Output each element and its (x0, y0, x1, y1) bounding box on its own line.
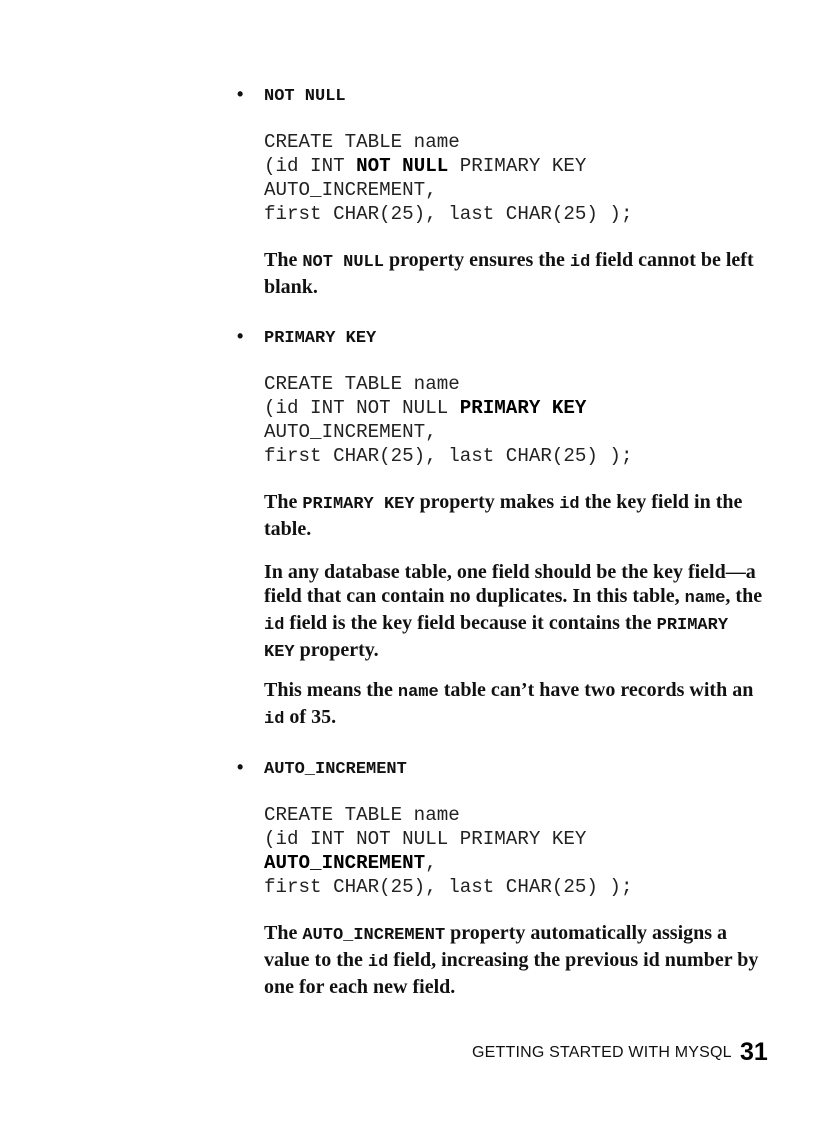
description-primary-key (264, 490, 764, 541)
bullet-heading-not-null (237, 84, 346, 107)
code-line: AUTO_INCREMENT, (264, 179, 437, 201)
text: In any database table, one field should be the key field—a field that can contain no duplicates. In this table, (264, 561, 756, 607)
code-fragment: (id INT (264, 155, 357, 177)
inline-code: name (684, 589, 726, 608)
heading-text: AUTO_INCREMENT (264, 760, 407, 779)
inline-code: PRIMARY KEY (264, 616, 729, 662)
text: , the (725, 585, 763, 607)
inline-code: id (367, 953, 389, 972)
text: The (264, 491, 303, 513)
inline-code: id (264, 710, 285, 729)
text: property makes (414, 491, 560, 513)
code-fragment: (id INT NOT NULL (264, 397, 460, 419)
heading-text: PRIMARY KEY (264, 329, 377, 348)
page-number: 31 (740, 1038, 768, 1066)
text: field cannot be left blank. (264, 249, 754, 298)
code-line: CREATE TABLE name (264, 131, 460, 153)
description-auto-increment (264, 921, 764, 999)
running-head: GETTING STARTED WITH MYSQL (472, 1044, 732, 1061)
inline-code: id (569, 253, 591, 272)
bullet-heading-auto-increment (237, 757, 407, 780)
code-fragment: , (425, 852, 437, 874)
text: property. (294, 639, 379, 661)
code-line (264, 851, 632, 875)
code-line (264, 154, 632, 178)
duplicate-id-note (264, 678, 764, 732)
inline-code: NOT NULL (302, 253, 384, 272)
bullet-dot-icon: • (237, 84, 244, 104)
inline-code: AUTO_INCREMENT (302, 926, 446, 945)
code-highlight: AUTO_INCREMENT (264, 852, 426, 874)
text: property ensures the (383, 249, 570, 271)
code-line: first CHAR(25), last CHAR(25) ); (264, 876, 633, 898)
bullet-dot-icon: • (237, 757, 244, 777)
code-line: first CHAR(25), last CHAR(25) ); (264, 203, 633, 225)
code-highlight: PRIMARY KEY (459, 397, 587, 419)
code-line (264, 396, 632, 420)
text: table can’t have two records with an (438, 679, 754, 701)
code-line: first CHAR(25), last CHAR(25) ); (264, 445, 633, 467)
text: field is the key field because it contains the (284, 612, 657, 634)
text: This means the (264, 679, 398, 701)
code-line: CREATE TABLE name (264, 373, 460, 395)
code-line: (id INT NOT NULL PRIMARY KEY (264, 828, 587, 850)
code-block-not-null (264, 130, 632, 226)
code-line: CREATE TABLE name (264, 804, 460, 826)
heading-text: NOT NULL (264, 87, 346, 106)
inline-code: id (559, 495, 580, 514)
code-fragment: PRIMARY KEY (448, 155, 587, 177)
code-block-primary-key (264, 372, 632, 468)
text: the key field in the table. (264, 491, 743, 540)
text: The (264, 922, 303, 944)
code-block-auto-increment (264, 803, 632, 899)
inline-code: id (264, 616, 285, 635)
text: property automatically assigns a value to the (264, 922, 728, 971)
text: of 35. (284, 706, 337, 728)
bullet-dot-icon: • (237, 326, 244, 346)
inline-code: PRIMARY KEY (302, 495, 415, 514)
code-line: AUTO_INCREMENT, (264, 421, 437, 443)
inline-code: name (397, 683, 439, 702)
text: field, increasing the previous id number by one for each new field. (264, 949, 759, 998)
code-highlight: NOT NULL (356, 155, 449, 177)
text: The (264, 249, 303, 271)
bullet-heading-primary-key (237, 326, 376, 349)
description-not-null (264, 248, 764, 299)
key-field-explanation (264, 560, 764, 665)
